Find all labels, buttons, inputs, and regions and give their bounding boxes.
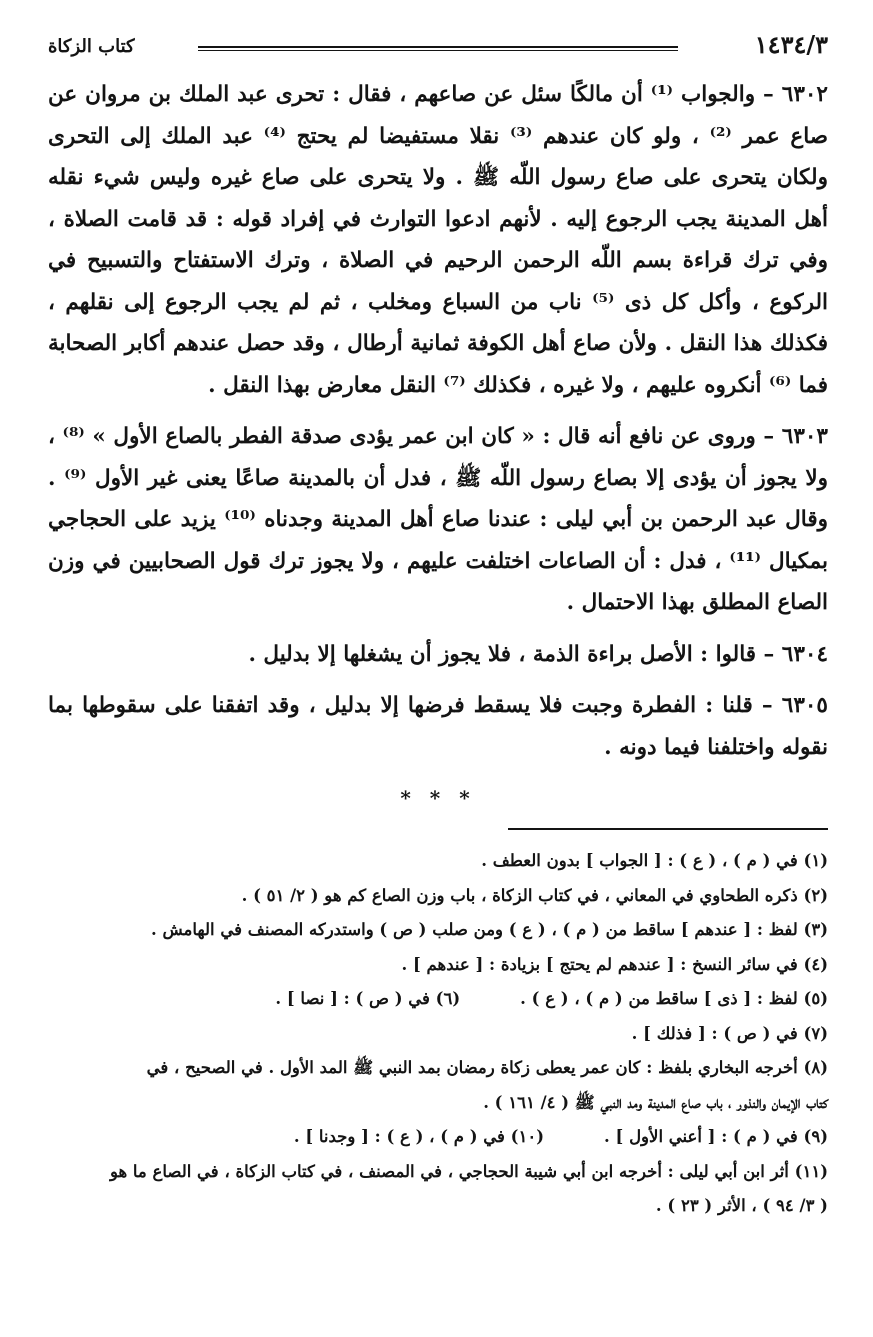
footnote-row-9-10 — [48, 1120, 828, 1155]
paragraph-number: ٦٣٠٤ — [781, 641, 828, 667]
page-header — [48, 30, 828, 74]
text-line: – والجواب ⁽¹⁾ أن مالكًا سئل عن صاعهم ، فقال : تحرى عبد الملك بن — [148, 82, 774, 107]
paragraph-6302 — [48, 74, 828, 406]
footnote-1: (١) في ( م ) ، ( ع ) : [ الجواب ] بدون العطف . — [481, 851, 828, 870]
text-line: حصل عندهم أكابر الصحابة فما ⁽⁶⁾ أنكروه عليهم ، ولا غيره ، فكذلك ⁽⁷⁾ النقل — [48, 331, 828, 398]
header-rule — [198, 46, 678, 51]
text-line: – قالوا : الأصل براءة الذمة ، فلا يجوز أن يشغلها إلا بدليل . — [248, 641, 775, 667]
footnote-4: (٤) في سائر النسخ : [ عندهم لم يحتج ] بزيادة : [ عندهم ] . — [401, 954, 828, 974]
text-line: معارض بهذا النقل . — [208, 372, 383, 398]
text-line: إلى التحرى ولكان يتحرى على صاع رسول اللّه ﷺ . ولا يتحرى على صاع غيره — [48, 123, 828, 190]
text-line: – وروى عن نافع أنه قال : « كان ابن عمر يؤدى صدقة الفطر بالصاع — [165, 424, 775, 449]
footnote-10: (١٠) في ( م ) ، ( ع ) : [ وجدنا ] . — [293, 1127, 545, 1146]
book-page — [48, 30, 828, 1224]
text-line: والتسبيح في الركوع ، وأكل كل ذى ⁽⁵⁾ ناب من السباع ومخلب ، ثم لم يجب — [48, 248, 828, 315]
footnote-11-line-2: ( ٣/ ٩٤ ) ، الأثر ( ٢٣ ) . — [655, 1196, 828, 1215]
page-number: ١٤٣٤/٣ — [754, 30, 828, 59]
paragraph-number: ٦٣٠٢ — [781, 82, 828, 107]
section-separator: * * * — [400, 786, 476, 810]
footnote-5: (٥) لفظ : [ ذى ] ساقط من ( م ) ، ( ع ) . — [520, 989, 828, 1008]
text-line: الأول » ⁽⁸⁾ ، ولا يجوز أن يؤدى إلا بصاع رسول اللّه ﷺ ، فدل أن بالمدينة صاعًا يعنى — [48, 424, 829, 491]
footnote-7: (٧) في ( ص ) : [ فذلك ] . — [631, 1023, 828, 1043]
footnote-rule — [508, 828, 828, 830]
text-line: – قلنا : الفطرة وجبت فلا يسقط فرضها إلا بدليل ، وقد اتفقنا على — [164, 693, 773, 718]
paragraph-number: ٦٣٠٥ — [781, 693, 828, 718]
paragraph-6305 — [48, 685, 828, 768]
footnote-6: (٦) في ( ص ) : [ نصا ] . — [275, 989, 461, 1008]
footnote-8-line-2: كتاب الإيمان والنذور ، باب صاع المدينة ومد النبي ﷺ ( ٤/ ١٦١ ) . — [483, 1092, 828, 1112]
footnote-row-5-6 — [48, 982, 828, 1017]
text-line: مروان عن صاع عمر ⁽²⁾ ، ولو كان عندهم ⁽³⁾ نقلا مستفيضا لم يحتج ⁽⁴⁾ عبد الملك — [48, 82, 829, 149]
paragraph-number: ٦٣٠٣ — [781, 424, 828, 449]
text-line: الرجوع إلى نقلهم ، فكذلك هذا النقل . ولأن صاع أهل الكوفة ثمانية أرطال ، وقد — [48, 289, 828, 356]
footnote-11-line-1: (١١) أثر ابن أبي ليلى : أخرجه ابن أبي شيبة الحجاجي ، في المصنف ، في كتاب الزكاة ، في الصاع ما هو — [109, 1161, 828, 1181]
footnote-2: (٢) ذكره الطحاوي في المعاني ، في كتاب الزكاة ، باب وزن الصاع كم هو ( ٢/ ٥١ ) . — [241, 885, 828, 905]
footnote-8-line-1: (٨) أخرجه البخاري بلفظ : كان عمر يعطى زكاة رمضان بمد النبي ﷺ المد الأول . في الصحيح ، في — [146, 1058, 828, 1077]
footnote-3: (٣) لفظ : [ عندهم ] ساقط من ( م ) ، ( ع ) ومن صلب ( ص ) واستدركه المصنف في الهامش . — [151, 920, 828, 939]
text-line: يزيد على الحجاجي بمكيال ⁽¹¹⁾ ، فدل : أن الصاعات اختلفت عليهم ، ولا يجوز ترك — [48, 507, 828, 574]
text-line: قامت الصلاة ، وفي ترك قراءة بسم اللّه الرحمن الرحيم في الصلاة ، وترك الاستفتاح — [48, 206, 828, 273]
text-line: غير الأول ⁽⁹⁾ . وقال عبد الرحمن بن أبي ليلى : عندنا صاع أهل المدينة وجدناه ⁽¹⁰⁾ — [48, 465, 828, 532]
text-line: قول الصحابيين في وزن الصاع المطلق بهذا الاحتمال . — [48, 548, 828, 615]
paragraph-6304 — [48, 634, 828, 676]
main-text — [48, 74, 828, 768]
text-line: سقوطها بما نقوله واختلفنا فيما دونه . — [48, 693, 828, 760]
running-title: كتاب الزكاة — [48, 36, 135, 57]
footnotes — [48, 844, 828, 1224]
footnote-9: (٩) في ( م ) : [ أعني الأول ] . — [604, 1127, 828, 1146]
text-line: وليس شيء نقله أهل المدينة يجب الرجوع إليه . لأنهم ادعوا التوارث في إفراد قوله : قد — [48, 165, 828, 232]
paragraph-6303 — [48, 416, 828, 624]
